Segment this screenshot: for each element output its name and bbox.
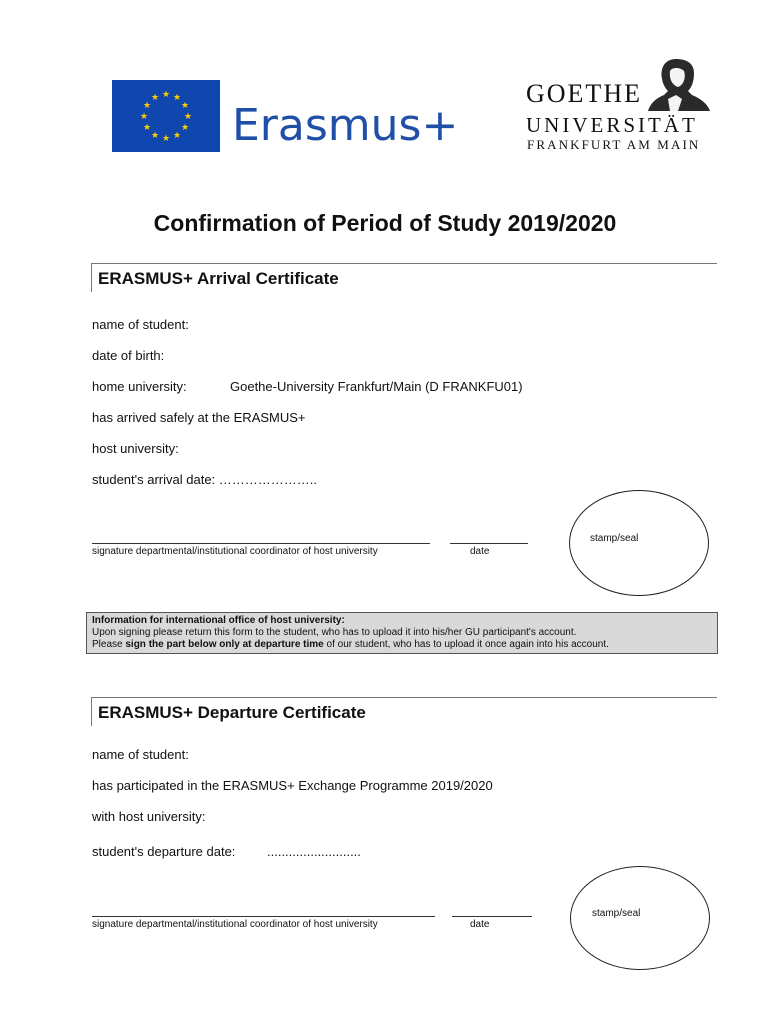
departure-stamp-caption: stamp/seal (592, 908, 641, 919)
departure-signature-caption: signature departmental/institutional coordinator of host university (92, 919, 378, 930)
svg-text:★: ★ (183, 112, 193, 122)
info-line-return: Upon signing please return this form to the student, who has to upload it into his/her GU participant's account. (92, 627, 577, 638)
goethe-logo-line1: GOETHE (526, 79, 642, 108)
goethe-portrait-icon (646, 55, 712, 111)
departure-signature-line (92, 916, 435, 917)
info-line-post: of our student, who has to upload it once again into his account. (323, 639, 609, 650)
arrival-heading: ERASMUS+ Arrival Certificate (98, 269, 339, 288)
info-line-departure (92, 640, 609, 650)
svg-text:★: ★ (180, 123, 190, 133)
info-heading: Information for international office of host university: (92, 615, 345, 626)
eu-flag-logo (112, 80, 220, 152)
svg-text:★: ★ (139, 112, 149, 122)
svg-text:★: ★ (172, 131, 182, 141)
arrival-host-label: host university: (92, 441, 179, 456)
svg-text:★: ★ (180, 101, 190, 111)
departure-host-label: with host university: (92, 809, 206, 824)
arrival-name-label: name of student: (92, 317, 189, 332)
arrival-arrived-text: has arrived safely at the ERASMUS+ (92, 410, 306, 425)
arrival-signature-line (92, 543, 430, 544)
arrival-home-label: home university: (92, 379, 187, 394)
arrival-home-value: Goethe-University Frankfurt/Main (D FRANKFU01) (230, 379, 523, 394)
departure-heading: ERASMUS+ Departure Certificate (98, 703, 366, 722)
svg-text:★: ★ (142, 123, 152, 133)
svg-text:★: ★ (161, 134, 171, 144)
svg-text:★: ★ (142, 101, 152, 111)
arrival-stamp-caption: stamp/seal (590, 533, 639, 544)
arrival-date-caption: date (470, 546, 490, 557)
departure-date-line (452, 916, 532, 917)
departure-date-value: .......................... (267, 844, 361, 859)
svg-text:★: ★ (150, 131, 160, 141)
arrival-signature-caption: signature departmental/institutional coordinator of host university (92, 546, 378, 557)
departure-date-label: student's departure date: (92, 844, 236, 859)
departure-participated-text: has participated in the ERASMUS+ Exchange Programme 2019/2020 (92, 778, 493, 793)
erasmus-logo-text: Erasmus+ (232, 100, 459, 151)
departure-name-label: name of student: (92, 747, 189, 762)
info-line-pre: Please (92, 639, 126, 650)
arrival-dob-label: date of birth: (92, 348, 165, 363)
svg-text:★: ★ (161, 90, 171, 100)
svg-text:★: ★ (150, 93, 160, 103)
goethe-logo-line3: FRANKFURT AM MAIN (527, 137, 701, 152)
departure-date-caption: date (470, 919, 490, 930)
eu-stars-icon (112, 80, 220, 152)
info-line-bold: sign the part below only at departure time (125, 639, 324, 650)
goethe-logo-line2: UNIVERSITÄT (526, 113, 698, 137)
arrival-date-label: student's arrival date: ………………….. (92, 472, 317, 487)
svg-text:★: ★ (172, 93, 182, 103)
arrival-date-line (450, 543, 528, 544)
page-title: Confirmation of Period of Study 2019/2020 (153, 210, 617, 236)
